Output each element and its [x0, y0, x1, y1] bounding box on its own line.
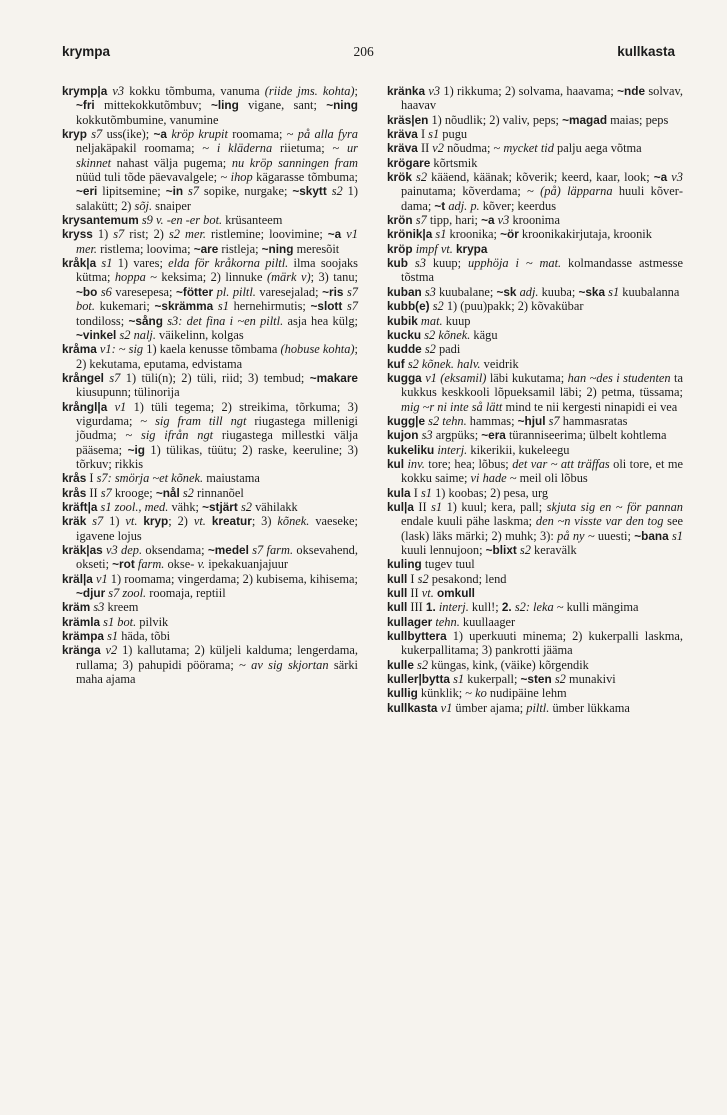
dictionary-entry: kryss 1) s7 rist; 2) s2 mer. ristlemine; loovimine; ~a v1 mer. ristlema; loovima; ~are ristleja; ~ning meresõit: [62, 227, 358, 256]
dictionary-entry: kräs|en 1) nõudlik; 2) valiv, peps; ~magad maias; peps: [387, 112, 669, 127]
page-header: [62, 44, 675, 68]
right-column: [387, 84, 683, 715]
dictionary-entry: krök s2 kääend, käänak; kõverik; keerd, kaar, look; ~a v3 painutama; kõverdama; ~ (på) läpparna huuli kõverdama; ~t adj. p. kõver; keerdus: [387, 170, 683, 213]
dictionary-entry: kräft|a s1 zool., med. vähk; ~stjärt s2 vähilakk: [62, 499, 298, 514]
dictionary-entry: kuling tugev tuul: [387, 557, 475, 572]
dictionary-entry: krås I s7: smörja ~et kõnek. maiustama: [62, 471, 260, 486]
dictionary-entry: kryp s7 uss(ike); ~a kröp krupit roomama; ~ på alla fyra neljakäpakil roomama; ~ i kläderna riietuma; ~ ur skinnet nahast välja pugema; nu kröp sanningen fram nüüd tuli tõde päevavalgele; ~ ihop kägarasse tõmbuma; ~eri lipitsemine; ~in s7 sopike, nurgake; ~skytt s2 1) salakütt; 2) sõj. snaiper: [62, 127, 358, 213]
running-head-left: krympa: [62, 44, 111, 59]
dictionary-entry: kräm s3 kreem: [62, 600, 139, 615]
dictionary-entry: kudde s2 padi: [387, 342, 461, 357]
dictionary-entry: kullager tehn. kuullaager: [387, 614, 516, 629]
left-column: [62, 84, 358, 686]
dictionary-entry: kuller|bytta s1 kukerpall; ~sten s2 munakivi: [387, 672, 616, 687]
dictionary-entry: krögare kõrtsmik: [387, 155, 478, 170]
dictionary-entry: krymp|a v3 kokku tõmbuma, vanuma (riide jms. kohta); ~fri mittekokkutõmbuv; ~ling vigane, sant; ~ning kokkutõmbumine, vanumine: [62, 84, 358, 127]
dictionary-entry: kräl|a v1 1) roomama; vingerdama; 2) kubisema, kihisema; ~djur s7 zool. roomaja, reptiil: [62, 571, 358, 601]
dictionary-entry: kräva II v2 nõudma; ~ mycket tid palju aega võtma: [387, 141, 642, 156]
dictionary-entry: kull II vt. omkull: [387, 586, 475, 601]
dictionary-entry: kränga v2 1) kallutama; 2) küljeli kalduma; lengerdama, rullama; 3) pahupidi pöörama; ~ av sig skjortan särki maha ajama: [62, 643, 358, 687]
dictionary-entry: krångl|a v1 1) tüli tegema; 2) streikima, tõrkuma; 3) vigurdama; ~ sig fram till ngt riugastega millenigi jõudma; ~ sig ifrån ngt riugastega millestki välja pääsema; ~ig 1) tülikas, tüütu; 2) raske, keeruline; 3) tõrkuv; rikkis: [62, 399, 358, 471]
dictionary-entry: kullkasta v1 ümber ajama; piltl. ümber lükkama: [387, 700, 630, 715]
dictionary-entry: kullbyttera 1) uperkuuti minema; 2) kukerpalli laskma, kukerpallitama; 3) pankrotti jääma: [387, 629, 683, 658]
dictionary-entry: kul inv. tore; hea; lõbus; det var ~ att träffas oli tore, et me kokku saime; vi hade ~ meil oli lõbus: [387, 456, 683, 486]
running-head-right: kullkasta: [617, 44, 675, 59]
dictionary-entry: kröp impf vt. krypa: [387, 241, 488, 256]
dictionary-entry: krämpa s1 häda, tõbi: [62, 629, 171, 644]
dictionary-entry: kull III 1. interj. kull!; 2. s2: leka ~ kulli mängima: [387, 600, 639, 615]
dictionary-entry: kubb(e) s2 1) (puu)pakk; 2) kõvakübar: [387, 299, 584, 314]
page-number: 206: [353, 44, 374, 59]
dictionary-entry: kugga v1 (eksamil) läbi kukutama; han ~des i studenten ta kukkus keskkooli lõpueksamil läbi; 2) petma, tüssama; mig ~r ni inte så lätt mind te nii kergesti ninapidi ei vea: [387, 370, 683, 414]
dictionary-entry: kull I s2 pesakond; lend: [387, 571, 507, 586]
dictionary-entry: kugg|e s2 tehn. hammas; ~hjul s7 hammasratas: [387, 413, 628, 428]
dictionary-entry: kub s3 kuup; upphöja i ~ mat. kolmandasse astmesse tõstma: [387, 256, 683, 285]
dictionary-entry: kräk s7 1) vt. kryp; 2) vt. kreatur; 3) kõnek. vaeseke; igavene lojus: [62, 514, 358, 543]
dictionary-entry: kujon s3 argpüks; ~era türanniseerima; ülbelt kohtlema: [387, 428, 667, 443]
dictionary-entry: kula I s1 1) koobas; 2) pesa, urg: [387, 485, 549, 500]
dictionary-entry: kråk|a s1 1) vares; elda för kråkorna piltl. ilma soojaks kütma; hoppa ~ keksima; 2) linnuke (märk v); 3) tanu; ~bo s6 varesepesa; ~fötter pl. piltl. varesejalad; ~ris s7 bot. kukemari; ~skrämma s1 hernehirmutis; ~slott s7 tondiloss; ~sång s3: det fina i ~en piltl. asja hea külg; ~vinkel s2 nalj. väikelinn, kolgas: [62, 256, 358, 342]
dictionary-entry: kul|a II s1 1) kuul; kera, pall; skjuta sig en ~ för pannan endale kuuli pähe laskma; den ~n visste var den tog see (lask) läks märki; 2) muhk; 3): på ny ~ uuesti; ~bana s1 kuuli lennujoon; ~blixt s2 keravälk: [387, 499, 684, 557]
dictionary-entry: kucku s2 kõnek. kägu: [387, 327, 498, 342]
dictionary-entry: kuf s2 kõnek. halv. veidrik: [387, 356, 519, 371]
dictionary-entry: krås II s7 krooge; ~nål s2 rinnanõel: [62, 485, 244, 500]
dictionary-entry: krysantemum s9 v. -en -er bot. krüsanteem: [62, 213, 283, 228]
dictionary-entry: kulle s2 küngas, kink, (väike) kõrgendik: [387, 657, 589, 672]
dictionary-entry: kränka v3 1) rikkuma; 2) solvama, haavama; ~nde solvav, haavav: [387, 84, 683, 113]
dictionary-entry: kråma v1: ~ sig 1) kaela kenusse tõmbama (hobuse kohta); 2) kekutama, eputama, edvistama: [62, 342, 358, 371]
dictionary-entry: kräva I s1 pugu: [387, 127, 468, 142]
dictionary-entry: kukeliku interj. kikerikii, kukeleegu: [387, 442, 570, 457]
dictionary-entry: kullig künklik; ~ ko nudipäine lehm: [387, 686, 567, 701]
dictionary-entry: krönik|a s1 kroonika; ~ör kroonikakirjutaja, kroonik: [387, 227, 652, 242]
dictionary-entry: kubik mat. kuup: [387, 313, 471, 328]
dictionary-entry: kräk|as v3 dep. oksendama; ~medel s7 farm. oksevahend, okseti; ~rot farm. okse- v. ipekakuanjajuur: [62, 543, 358, 572]
dictionary-entry: krön s7 tipp, hari; ~a v3 kroonima: [387, 213, 560, 228]
dictionary-entry: krämla s1 bot. pilvik: [62, 614, 169, 629]
dictionary-entry: krångel s7 1) tüli(n); 2) tüli, riid; 3) tembud; ~makare kiusupunn; tülinorija: [62, 370, 358, 400]
dictionary-entry: kuban s3 kuubalane; ~sk adj. kuuba; ~ska s1 kuubalanna: [387, 284, 680, 299]
